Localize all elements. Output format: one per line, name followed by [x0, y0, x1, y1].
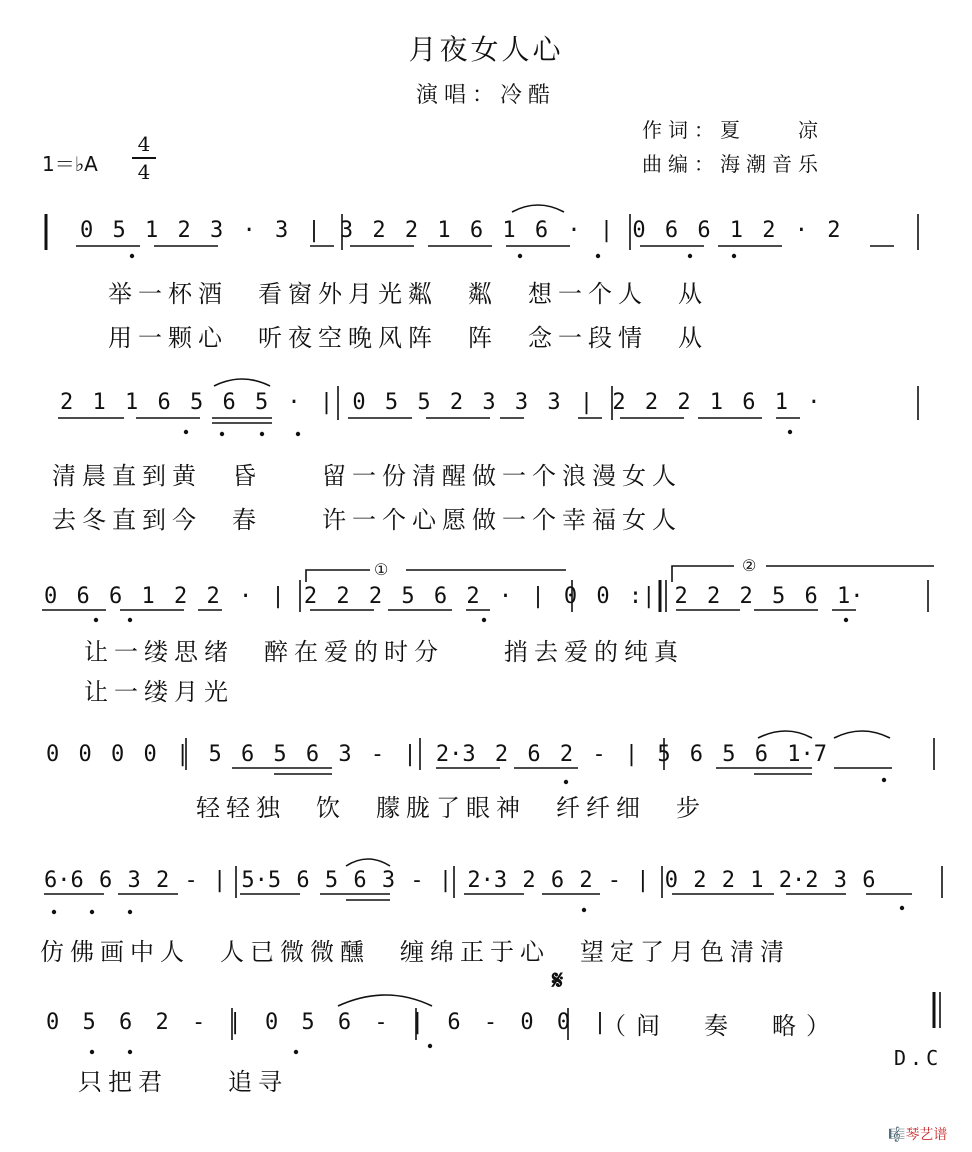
low-octave-dot [94, 618, 98, 622]
low-octave-dot [130, 254, 134, 258]
low-octave-dot [294, 1050, 298, 1054]
volta-bracket [672, 566, 734, 582]
song-title: 月夜女人心 [408, 33, 564, 66]
time-signature-top: 4 [137, 132, 151, 156]
lyric-row-2-verse-2: 去冬直到今 春 许一个心愿做一个幸福女人 [52, 506, 682, 534]
notation-row-6: 0 5 6 2 - | 0 5 6 - | 6 - 0 0 | [46, 1010, 607, 1035]
lyric-row-3-verse-1: 让一缕思绪 醉在爱的时分 捎去爱的纯真 [84, 638, 684, 666]
slur [214, 379, 270, 386]
slur [758, 731, 812, 738]
low-octave-dot [732, 254, 736, 258]
key-signature: 1＝♭A [42, 152, 98, 176]
low-octave-dot [260, 432, 264, 436]
low-octave-dot [844, 618, 848, 622]
watermark-text: 琴艺谱 [905, 1127, 948, 1143]
singer-credit: 演唱：冷酷 [415, 83, 556, 108]
lyric-row-6: 只把君 追寻 [78, 1068, 288, 1096]
lyric-row-4: 轻轻独 饮 朦胧了眼神 纤纤细 步 [196, 794, 706, 822]
low-octave-dot [582, 908, 586, 912]
low-octave-dot [90, 1050, 94, 1054]
volta-2-marker: ② [742, 556, 757, 575]
low-octave-dot [220, 432, 224, 436]
low-octave-dot [596, 254, 600, 258]
slur [834, 731, 890, 738]
dc-marking: D.C [894, 1046, 943, 1070]
interlude-note: （间 奏 略） [602, 1012, 840, 1040]
low-octave-dot [900, 906, 904, 910]
volta-1-marker: ① [374, 560, 389, 579]
low-octave-dot [688, 254, 692, 258]
watermark-icon: 🎼 [888, 1127, 906, 1143]
slur [346, 859, 390, 866]
slur [512, 205, 564, 212]
notation-row-4: 0 0 0 0 | 5 6 5 6 3 - | 2·3 2 6 2 - | 5 6 5 6 1·7 [46, 742, 828, 767]
arranger-credit: 曲编：海潮音乐 [642, 152, 824, 176]
low-octave-dot [564, 780, 568, 784]
notation-row-5: 6·6 6 3 2 - | 5·5 6 5 6 3 - | 2·3 2 6 2 - | 0 2 2 1 2·2 3 6 [44, 868, 876, 893]
time-signature-bottom: 4 [137, 159, 151, 184]
lyric-row-1-verse-2: 用一颗心 听夜空晚风阵 阵 念一段情 从 [108, 324, 708, 352]
notation-row-1: 0 5 1 2 3 · 3 | 3 2 2 1 6 1 6 · | 0 6 6 1 2 · 2 [80, 218, 841, 243]
lyric-row-1-verse-1: 举一杯酒 看窗外月光粼 粼 想一个人 从 [108, 280, 708, 308]
lyricist-credit: 作词：夏 凉 [642, 118, 824, 142]
low-octave-dot [128, 910, 132, 914]
slur [338, 995, 432, 1006]
volta-bracket [306, 570, 370, 582]
segno-sign: 𝄋 [552, 966, 564, 996]
low-octave-dot [518, 254, 522, 258]
notation-row-3: 0 6 6 1 2 2 · | 2 2 2 5 6 2 · | 0 0 :| 2 2 2 5 6 1· [44, 584, 864, 609]
low-octave-dot [428, 1044, 432, 1048]
low-octave-dot [788, 430, 792, 434]
low-octave-dot [128, 1050, 132, 1054]
lyric-row-5: 仿佛画中人 人已微微醺 缠绵正于心 望定了月色清清 [40, 938, 790, 966]
lyric-row-3-verse-2: 让一缕月光 [84, 678, 234, 706]
low-octave-dot [882, 778, 886, 782]
low-octave-dot [90, 910, 94, 914]
low-octave-dot [482, 618, 486, 622]
low-octave-dot [128, 618, 132, 622]
lyric-row-2-verse-1: 清晨直到黄 昏 留一份清醒做一个浪漫女人 [52, 462, 682, 490]
low-octave-dot [296, 432, 300, 436]
low-octave-dot [184, 430, 188, 434]
notation-row-2: 2 1 1 6 5 6 5 · | 0 5 5 2 3 3 3 | 2 2 2 1 6 1 · [60, 390, 821, 415]
low-octave-dot [52, 910, 56, 914]
